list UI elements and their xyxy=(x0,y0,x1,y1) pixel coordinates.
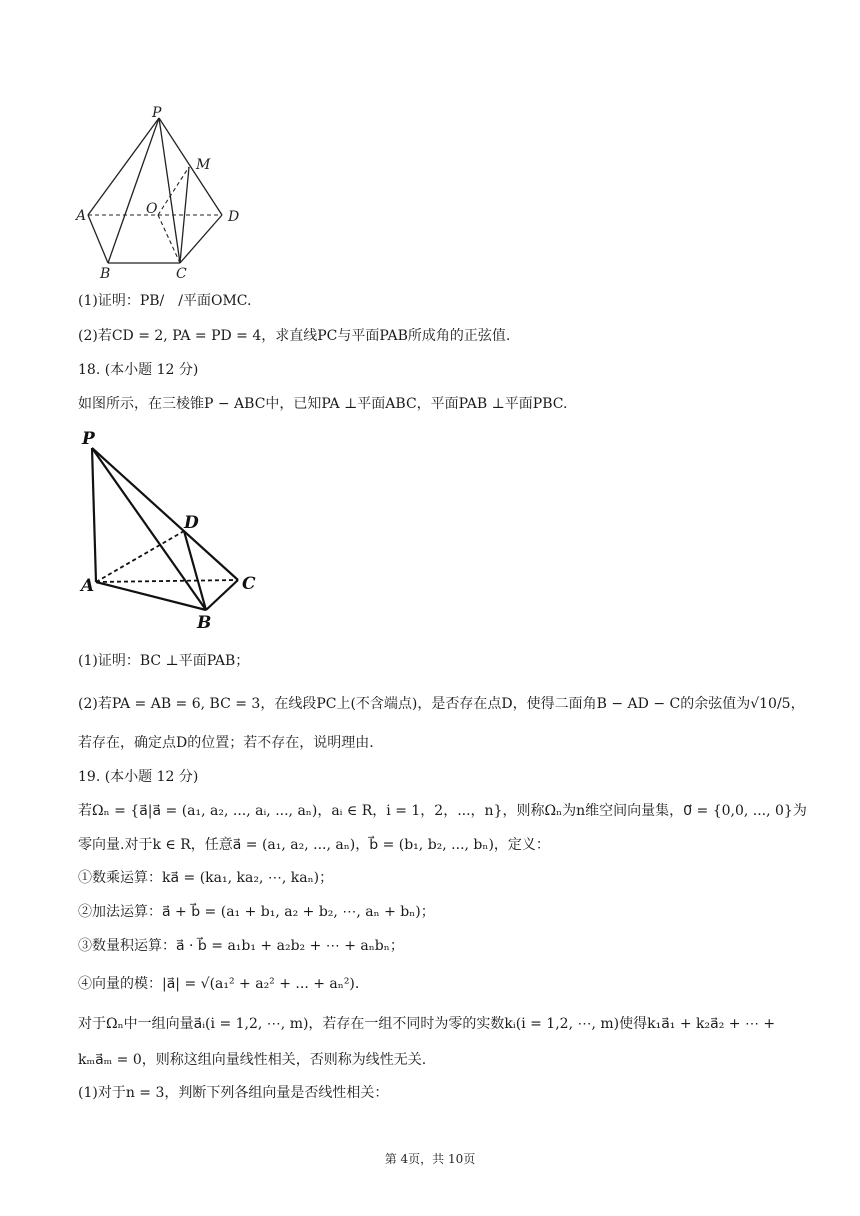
text-line: (2)若CD = 2, PA = PD = 4，求直线PC与平面PAB所成角的正弦值. xyxy=(78,328,511,344)
label-O: O xyxy=(146,201,158,217)
question-heading: 18. (本小题 12 分) xyxy=(78,362,199,378)
text-line: kₘa⃗ₘ = 0，则称这组向量线性相关，否则称为线性无关. xyxy=(78,1052,427,1068)
text-line: 若存在，确定点D的位置；若不存在，说明理由. xyxy=(78,735,374,751)
text-line: (1)证明：BC ⊥平面PAB； xyxy=(78,653,250,669)
label-P: P xyxy=(152,105,162,121)
question-heading: 19. (本小题 12 分) xyxy=(78,769,199,785)
text-line: ③数量积运算：a⃗ · b⃗ = a₁b₁ + a₂b₂ + ⋯ + aₙbₙ； xyxy=(78,938,404,954)
label-C: C xyxy=(242,574,256,594)
text-line: 零向量.对于k ∈ R，任意a⃗ = (a₁, a₂, ..., aₙ)，b⃗ = (b₁, b₂, ..., bₙ)，定义： xyxy=(78,837,550,853)
label-A: A xyxy=(76,208,87,224)
text-line: 如图所示，在三棱锥P − ABC中，已知PA ⊥平面ABC，平面PAB ⊥平面PBC. xyxy=(78,396,568,412)
label-D: D xyxy=(184,513,199,533)
label-A: A xyxy=(81,576,95,596)
text-line: 对于Ωₙ中一组向量a⃗ᵢ(i = 1,2, ⋯, m)，若存在一组不同时为零的实数kᵢ(i = 1,2, ⋯, m)使得k₁a⃗₁ + k₂a⃗₂ + ⋯ + xyxy=(78,1016,776,1032)
label-B: B xyxy=(100,266,111,282)
text-line: ②加法运算：a⃗ + b⃗ = (a₁ + b₁, a₂ + b₂, ⋯, aₙ + bₙ)； xyxy=(78,904,435,920)
text-line: (2)若PA = AB = 6, BC = 3，在线段PC上(不含端点)，是否存在点D，使得二面角B − AD − C的余弦值为√10/5， xyxy=(78,696,805,712)
text-line: ①数乘运算：ka⃗ = (ka₁, ka₂, ⋯, kaₙ)； xyxy=(78,870,334,886)
text-line: (1)证明：PB/ /平面OMC. xyxy=(78,293,252,309)
tetrahedron-figure-2 xyxy=(72,425,272,635)
text-line: (1)对于n = 3，判断下列各组向量是否线性相关： xyxy=(78,1085,389,1101)
text-line: ④向量的模：|a⃗| = √(a₁² + a₂² + ... + aₙ²). xyxy=(78,976,360,992)
label-D: D xyxy=(228,209,240,225)
label-C: C xyxy=(176,266,187,282)
label-B: B xyxy=(197,613,212,633)
text-line: 若Ωₙ = {a⃗|a⃗ = (a₁, a₂, ..., aᵢ, ..., aₙ)，aᵢ ∈ R，i = 1，2，...，n}，则称Ωₙ为n维空间向量集，0⃗ = {0,0, ..., 0}为 xyxy=(78,803,807,819)
label-M: M xyxy=(196,157,211,173)
page-footer: 第 4页，共 10页 xyxy=(384,1152,476,1166)
label-P: P xyxy=(82,429,95,449)
pyramid-figure-1 xyxy=(70,100,260,285)
